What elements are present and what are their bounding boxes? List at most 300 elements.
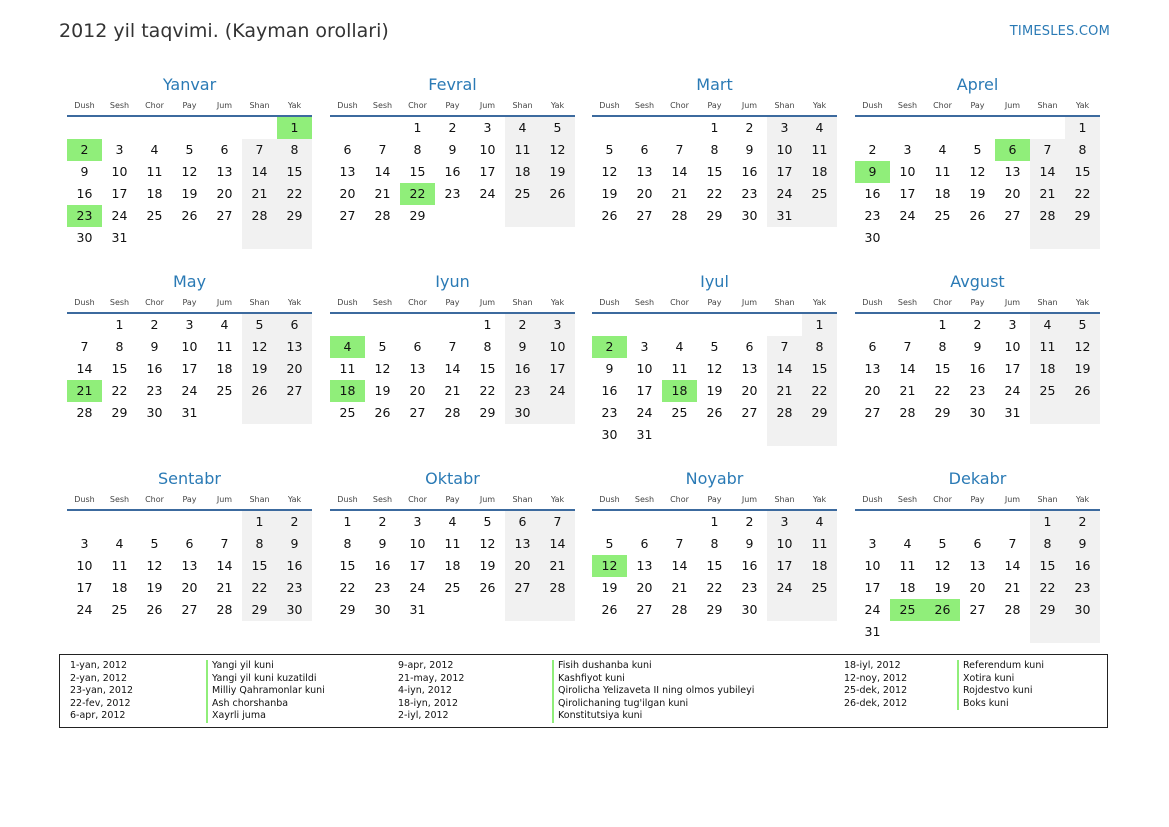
day-cell: 11 — [444, 536, 461, 551]
week-row — [592, 424, 837, 446]
day-cell: 11 — [802, 139, 837, 161]
day-cell: 9 — [80, 164, 89, 179]
day-cell: 27 — [505, 577, 540, 599]
day-cell: 16 — [444, 164, 461, 179]
day-cell: 9 — [745, 536, 754, 551]
month-name: Iyul — [700, 272, 729, 291]
weekday-label: Sesh — [897, 101, 918, 110]
weekday-label: Jum — [479, 298, 496, 307]
day-cell: 28 — [444, 405, 461, 420]
day-empty — [505, 205, 540, 227]
weekday-label: Chor — [408, 101, 427, 110]
week-row — [855, 577, 1100, 599]
week-row — [67, 227, 312, 249]
day-cell: 22 — [1065, 183, 1100, 205]
day-cell: 14 — [242, 161, 277, 183]
weekday-label: Pay — [445, 495, 460, 504]
day-cell: 22 — [1030, 577, 1065, 599]
weekday-label: Jum — [1004, 495, 1021, 504]
day-empty — [960, 621, 995, 643]
day-cell: 16 — [1065, 555, 1100, 577]
day-cell: 20 — [409, 383, 426, 398]
legend-date: 6-apr, 2012 — [70, 710, 126, 722]
day-cell: 6 — [413, 339, 422, 354]
legend-dates-col-1 — [70, 660, 133, 723]
weekday-label: Dush — [337, 495, 358, 504]
day-cell: 9 — [378, 536, 387, 551]
weekday-label: Sesh — [634, 495, 655, 504]
day-cell: 17 — [409, 558, 426, 573]
weekday-label: Yak — [287, 495, 302, 504]
weekday-label: Dush — [74, 101, 95, 110]
day-cell: 30 — [601, 427, 618, 442]
day-cell: 19 — [242, 358, 277, 380]
day-cell: 14 — [216, 558, 233, 573]
weekday-header — [592, 293, 837, 314]
month-name: Sentabr — [158, 469, 221, 488]
day-cell: 2 — [1065, 511, 1100, 533]
day-cell: 10 — [479, 142, 496, 157]
day-cell: 16 — [505, 358, 540, 380]
day-cell: 20 — [181, 580, 198, 595]
day-cell: 18 — [111, 580, 128, 595]
day-cell: 9 — [448, 142, 457, 157]
day-empty — [470, 599, 505, 621]
week-row — [67, 555, 312, 577]
weekday-label: Jum — [216, 298, 233, 307]
day-empty — [732, 314, 767, 336]
week-row — [67, 358, 312, 380]
day-cell: 24 — [479, 186, 496, 201]
day-cell: 16 — [741, 558, 758, 573]
day-cell: 26 — [601, 602, 618, 617]
legend-date: 4-iyn, 2012 — [398, 685, 452, 697]
weekday-header — [855, 490, 1100, 511]
day-cell: 16 — [969, 361, 986, 376]
day-empty — [435, 205, 470, 227]
weekday-label: Chor — [145, 298, 164, 307]
day-cell: 25 — [802, 183, 837, 205]
day-cell: 22 — [706, 580, 723, 595]
day-cell: 23 — [601, 405, 618, 420]
weekday-label: Shan — [249, 298, 270, 307]
weekday-label: Chor — [670, 101, 689, 110]
day-cell: 11 — [505, 139, 540, 161]
day-cell: 30 — [741, 602, 758, 617]
day-cell: 4 — [802, 511, 837, 533]
day-cell: 15 — [409, 164, 426, 179]
legend-date: 2-yan, 2012 — [70, 672, 127, 684]
day-cell: 21 — [374, 186, 391, 201]
weekday-label: Sesh — [634, 101, 655, 110]
day-cell: 18 — [216, 361, 233, 376]
legend-date: 23-yan, 2012 — [70, 685, 134, 697]
week-row — [855, 227, 1100, 249]
day-cell: 2 — [745, 514, 754, 529]
day-empty — [960, 227, 995, 249]
weekday-label: Dush — [337, 101, 358, 110]
day-empty — [662, 424, 697, 446]
day-cell: 11 — [146, 164, 163, 179]
day-cell: 3 — [540, 314, 575, 336]
day-empty — [890, 117, 925, 139]
day-cell: 25 — [111, 602, 128, 617]
day-empty — [697, 424, 732, 446]
weekday-header — [592, 490, 837, 511]
day-cell: 21 — [767, 380, 802, 402]
weekday-header — [855, 96, 1100, 117]
day-cell: 11 — [339, 361, 356, 376]
day-cell: 29 — [277, 205, 312, 227]
month-name: May — [172, 272, 207, 291]
day-empty — [767, 314, 802, 336]
week-row — [67, 380, 312, 402]
day-cell: 13 — [181, 558, 198, 573]
week-row — [592, 402, 837, 424]
day-cell: 18 — [934, 186, 951, 201]
day-cell: 15 — [1030, 555, 1065, 577]
legend-holiday-name: Kashfiyot kuni — [552, 673, 754, 686]
weekday-label: Jum — [741, 495, 758, 504]
day-empty — [592, 314, 627, 336]
day-cell: 29 — [409, 208, 426, 223]
week-row — [67, 183, 312, 205]
day-cell: 2 — [745, 120, 754, 135]
day-cell: 26 — [969, 208, 986, 223]
month-aprel — [855, 74, 1100, 249]
week-row — [330, 599, 575, 621]
day-cell: 14 — [540, 533, 575, 555]
day-cell: 10 — [111, 164, 128, 179]
day-empty — [592, 511, 627, 533]
day-cell: 17 — [111, 186, 128, 201]
week-row — [330, 139, 575, 161]
day-cell: 15 — [802, 358, 837, 380]
week-row — [855, 555, 1100, 577]
day-cell: 14 — [374, 164, 391, 179]
day-empty — [172, 227, 207, 249]
weekday-header — [67, 490, 312, 511]
day-cell: 6 — [185, 536, 194, 551]
day-cell: 30 — [969, 405, 986, 420]
day-cell: 2 — [973, 317, 982, 332]
day-cell: 4 — [1030, 314, 1065, 336]
day-empty — [207, 402, 242, 424]
day-cell: 28 — [76, 405, 93, 420]
weekday-label: Shan — [512, 101, 533, 110]
day-cell: 15 — [934, 361, 951, 376]
day-cell: 4 — [802, 117, 837, 139]
week-row — [67, 511, 312, 533]
weekday-header — [330, 96, 575, 117]
weekday-label: Yak — [550, 298, 565, 307]
day-cell: 18 — [1030, 358, 1065, 380]
week-row — [330, 161, 575, 183]
weekday-label: Shan — [1037, 298, 1058, 307]
day-cell: 10 — [636, 361, 653, 376]
day-empty — [435, 599, 470, 621]
day-cell: 1 — [413, 120, 422, 135]
day-cell: 4 — [220, 317, 229, 332]
day-cell: 18 — [899, 580, 916, 595]
day-cell: 2 — [378, 514, 387, 529]
weekday-label: Dush — [599, 298, 620, 307]
day-cell: 26 — [601, 208, 618, 223]
day-cell: 21 — [216, 580, 233, 595]
day-cell: 18 — [505, 161, 540, 183]
day-cell: 2 — [277, 511, 312, 533]
day-cell: 8 — [710, 142, 719, 157]
weekday-label: Chor — [408, 495, 427, 504]
legend-holiday-name: Fisih dushanba kuni — [552, 660, 754, 673]
day-cell: 1 — [802, 314, 837, 336]
week-row — [592, 117, 837, 139]
day-cell: 19 — [934, 580, 951, 595]
day-cell: 12 — [540, 139, 575, 161]
day-cell: 19 — [181, 186, 198, 201]
day-cell: 6 — [505, 511, 540, 533]
day-cell: 20 — [741, 383, 758, 398]
day-empty — [540, 205, 575, 227]
day-cell: 25 — [934, 208, 951, 223]
day-cell: 26 — [242, 380, 277, 402]
day-cell: 6 — [277, 314, 312, 336]
day-cell: 31 — [111, 230, 128, 245]
day-cell: 4 — [675, 339, 684, 354]
week-row — [592, 533, 837, 555]
weekday-label: Yak — [1075, 495, 1090, 504]
weekday-label: Jum — [479, 495, 496, 504]
day-cell: 3 — [185, 317, 194, 332]
day-cell: 27 — [741, 405, 758, 420]
day-empty — [330, 314, 365, 336]
weekday-label: Pay — [970, 495, 985, 504]
day-cell: 9 — [505, 336, 540, 358]
day-empty — [242, 402, 277, 424]
day-cell: 14 — [444, 361, 461, 376]
week-row — [855, 402, 1100, 424]
weekday-label: Sesh — [109, 298, 130, 307]
weekday-label: Sesh — [109, 101, 130, 110]
weekday-label: Dush — [599, 101, 620, 110]
day-cell: 28 — [671, 602, 688, 617]
day-cell: 29 — [802, 402, 837, 424]
week-row — [855, 183, 1100, 205]
day-cell: 19 — [706, 383, 723, 398]
day-cell: 23 — [741, 186, 758, 201]
day-cell: 31 — [181, 405, 198, 420]
month-name: Iyun — [435, 272, 470, 291]
day-cell: 29 — [479, 405, 496, 420]
day-cell: 20 — [1004, 186, 1021, 201]
weekday-label: Pay — [182, 101, 197, 110]
month-name: Aprel — [956, 75, 999, 94]
month-name: Avgust — [950, 272, 1005, 291]
day-cell: 22 — [277, 183, 312, 205]
day-empty — [435, 314, 470, 336]
weekday-label: Sesh — [897, 298, 918, 307]
day-cell: 11 — [934, 164, 951, 179]
weekday-label: Jum — [216, 495, 233, 504]
weekday-label: Yak — [1075, 101, 1090, 110]
legend-holiday-name: Qirolichaning tug'ilgan kuni — [552, 698, 754, 711]
month-oktabr — [330, 468, 575, 621]
day-cell: 29 — [339, 602, 356, 617]
day-empty — [365, 314, 400, 336]
day-cell: 30 — [374, 602, 391, 617]
day-cell: 30 — [1065, 599, 1100, 621]
day-cell: 25 — [802, 577, 837, 599]
day-cell: 17 — [767, 555, 802, 577]
day-cell: 23 — [969, 383, 986, 398]
page-title: 2012 yil taqvimi. (Kayman orollari) — [59, 20, 389, 42]
week-row — [330, 336, 575, 358]
day-cell: 25 — [444, 580, 461, 595]
day-empty — [925, 511, 960, 533]
week-row — [67, 402, 312, 424]
day-empty — [102, 117, 137, 139]
day-empty — [855, 314, 890, 336]
day-cell: 12 — [969, 164, 986, 179]
week-row — [592, 555, 837, 577]
day-empty — [627, 117, 662, 139]
legend-names-col-3 — [957, 660, 1044, 710]
weekday-label: Pay — [707, 101, 722, 110]
day-cell: 7 — [378, 142, 387, 157]
day-empty — [960, 511, 995, 533]
holiday-day-cell: 2 — [67, 139, 102, 161]
day-cell: 14 — [76, 361, 93, 376]
day-cell: 6 — [343, 142, 352, 157]
day-cell: 21 — [671, 580, 688, 595]
day-cell: 27 — [969, 602, 986, 617]
day-cell: 20 — [277, 358, 312, 380]
holiday-day-cell: 1 — [277, 117, 312, 139]
weekday-label: Chor — [408, 298, 427, 307]
weekday-label: Jum — [1004, 298, 1021, 307]
day-empty — [592, 117, 627, 139]
week-row — [67, 336, 312, 358]
day-cell: 5 — [605, 142, 614, 157]
day-cell: 17 — [1004, 361, 1021, 376]
weekday-label: Shan — [774, 298, 795, 307]
weekday-label: Pay — [707, 495, 722, 504]
day-cell: 27 — [864, 405, 881, 420]
weekday-label: Jum — [741, 298, 758, 307]
day-cell: 29 — [934, 405, 951, 420]
day-cell: 24 — [76, 602, 93, 617]
day-cell: 7 — [767, 336, 802, 358]
day-empty — [662, 117, 697, 139]
day-cell: 5 — [185, 142, 194, 157]
day-cell: 25 — [146, 208, 163, 223]
day-cell: 21 — [1004, 580, 1021, 595]
day-empty — [1030, 621, 1065, 643]
week-row — [67, 117, 312, 139]
day-empty — [1030, 227, 1065, 249]
holiday-day-cell: 18 — [662, 380, 697, 402]
day-cell: 5 — [483, 514, 492, 529]
weekday-label: Yak — [812, 101, 827, 110]
day-cell: 17 — [181, 361, 198, 376]
day-cell: 28 — [1030, 205, 1065, 227]
weekday-label: Pay — [970, 101, 985, 110]
weekday-label: Sesh — [372, 101, 393, 110]
day-cell: 4 — [903, 536, 912, 551]
day-cell: 6 — [973, 536, 982, 551]
holiday-day-cell: 22 — [400, 183, 435, 205]
day-cell: 15 — [242, 555, 277, 577]
day-cell: 14 — [1030, 161, 1065, 183]
day-cell: 13 — [505, 533, 540, 555]
day-cell: 31 — [767, 205, 802, 227]
day-cell: 9 — [150, 339, 159, 354]
day-cell: 3 — [115, 142, 124, 157]
day-empty — [890, 511, 925, 533]
day-cell: 20 — [216, 186, 233, 201]
day-cell: 27 — [339, 208, 356, 223]
legend-date: 26-dek, 2012 — [844, 697, 908, 709]
day-cell: 13 — [1004, 164, 1021, 179]
day-cell: 21 — [444, 383, 461, 398]
day-cell: 15 — [339, 558, 356, 573]
legend-dates-col-3 — [844, 660, 907, 710]
month-name: Mart — [696, 75, 733, 94]
day-cell: 3 — [1008, 317, 1017, 332]
day-cell: 1 — [710, 514, 719, 529]
day-cell: 5 — [242, 314, 277, 336]
day-cell: 5 — [605, 536, 614, 551]
day-cell: 23 — [444, 186, 461, 201]
day-cell: 8 — [242, 533, 277, 555]
legend-holiday-name: Referendum kuni — [957, 660, 1044, 673]
weekday-label: Shan — [774, 495, 795, 504]
holiday-legend — [59, 654, 1108, 728]
day-cell: 17 — [636, 383, 653, 398]
day-cell: 26 — [181, 208, 198, 223]
week-row — [855, 205, 1100, 227]
day-cell: 9 — [605, 361, 614, 376]
day-cell: 9 — [1065, 533, 1100, 555]
week-row — [855, 161, 1100, 183]
day-empty — [767, 599, 802, 621]
day-cell: 15 — [706, 558, 723, 573]
weekday-header — [855, 293, 1100, 314]
day-cell: 22 — [242, 577, 277, 599]
day-empty — [802, 599, 837, 621]
day-cell: 24 — [636, 405, 653, 420]
day-empty — [890, 314, 925, 336]
day-cell: 31 — [864, 624, 881, 639]
day-cell: 23 — [146, 383, 163, 398]
day-cell: 17 — [899, 186, 916, 201]
day-cell: 19 — [601, 186, 618, 201]
week-row — [67, 161, 312, 183]
day-cell: 5 — [710, 339, 719, 354]
day-cell: 1 — [938, 317, 947, 332]
day-cell: 1 — [242, 511, 277, 533]
day-cell: 11 — [899, 558, 916, 573]
site-link[interactable]: TIMESLES.COM — [1009, 24, 1110, 39]
week-row — [592, 599, 837, 621]
day-cell: 13 — [636, 558, 653, 573]
day-empty — [995, 117, 1030, 139]
day-cell: 2 — [150, 317, 159, 332]
week-row — [330, 511, 575, 533]
holiday-day-cell: 6 — [995, 139, 1030, 161]
day-cell: 25 — [1030, 380, 1065, 402]
day-cell: 18 — [146, 186, 163, 201]
